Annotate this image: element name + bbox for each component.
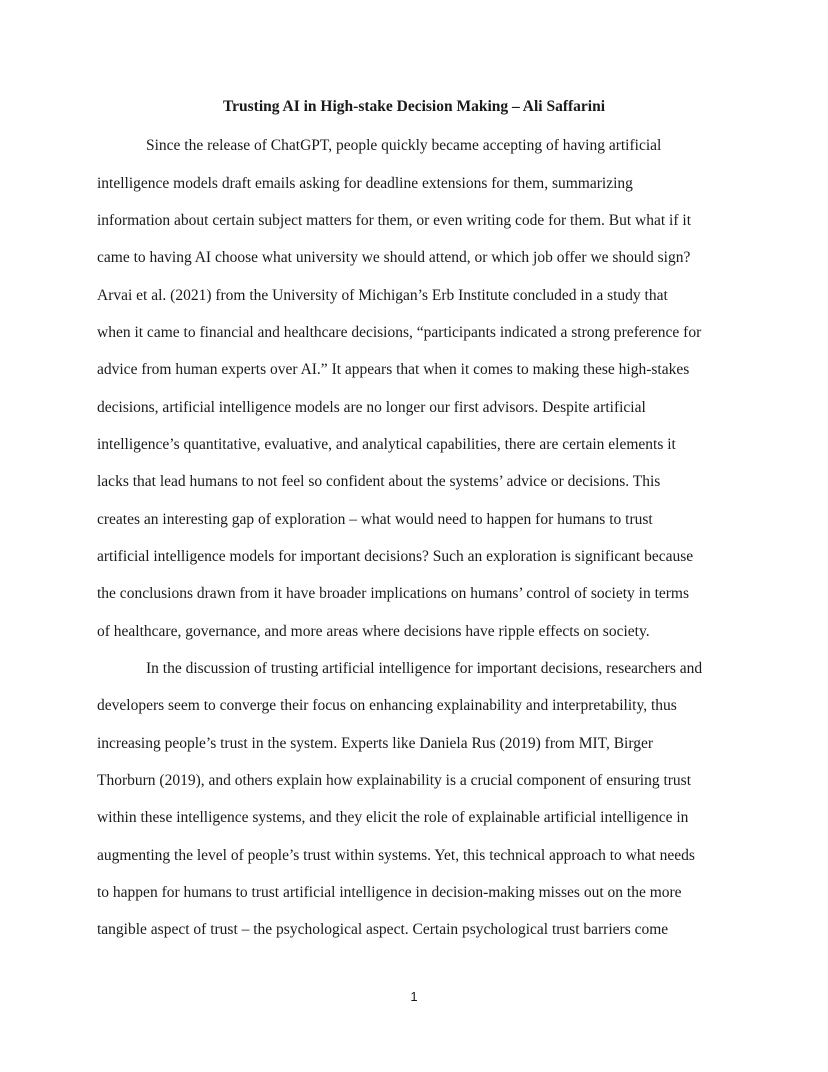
paragraph-2-line: tangible aspect of trust – the psychological aspect. Certain psychological trust barriers come xyxy=(97,921,669,938)
paragraph-1-line: creates an interesting gap of exploration – what would need to happen for humans to trust xyxy=(97,511,653,528)
paragraph-2-line: within these intelligence systems, and they elicit the role of explainable artificial intelligence in xyxy=(97,809,689,826)
paragraph-2-line: increasing people’s trust in the system. Experts like Daniela Rus (2019) from MIT, Birger xyxy=(97,735,654,752)
document-title: Trusting AI in High-stake Decision Making – Ali Saffarini xyxy=(222,98,606,115)
paragraph-1-line: Since the release of ChatGPT, people quickly became accepting of having artificial xyxy=(146,137,662,154)
paragraph-1-line: decisions, artificial intelligence models are no longer our first advisors. Despite artificial xyxy=(97,399,646,416)
paragraph-2-line: Thorburn (2019), and others explain how explainability is a crucial component of ensuring trust xyxy=(97,772,692,789)
paragraph-2-line: developers seem to converge their focus on enhancing explainability and interpretability, thus xyxy=(97,697,677,714)
paragraph-1-line: of healthcare, governance, and more areas where decisions have ripple effects on society. xyxy=(97,623,650,640)
paragraph-1-line: intelligence models draft emails asking for deadline extensions for them, summarizing xyxy=(97,175,633,192)
paragraph-1-line: advice from human experts over AI.” It appears that when it comes to making these high-stakes xyxy=(97,361,690,378)
paragraph-2-line: In the discussion of trusting artificial intelligence for important decisions, researchers and xyxy=(146,660,703,677)
paragraph-1-line: lacks that lead humans to not feel so confident about the systems’ advice or decisions. This xyxy=(97,473,661,490)
paragraph-2-line: to happen for humans to trust artificial intelligence in decision-making misses out on the more xyxy=(97,884,682,901)
paragraph-1-line: the conclusions drawn from it have broader implications on humans’ control of society in terms xyxy=(97,585,690,602)
paragraph-1-line: intelligence’s quantitative, evaluative, and analytical capabilities, there are certain elements it xyxy=(97,436,676,453)
paragraph-1-line: artificial intelligence models for important decisions? Such an exploration is significant because xyxy=(97,548,694,565)
paragraph-2-line: augmenting the level of people’s trust within systems. Yet, this technical approach to what needs xyxy=(97,847,695,864)
paragraph-1-line: when it came to financial and healthcare decisions, “participants indicated a strong preference for xyxy=(97,324,702,341)
paragraph-1-line: Arvai et al. (2021) from the University of Michigan’s Erb Institute concluded in a study that xyxy=(97,287,668,304)
paragraph-1-line: information about certain subject matters for them, or even writing code for them. But what if it xyxy=(97,212,691,229)
page-number: 1 xyxy=(410,989,418,1004)
paragraph-1-line: came to having AI choose what university we should attend, or which job offer we should sign? xyxy=(97,249,691,266)
